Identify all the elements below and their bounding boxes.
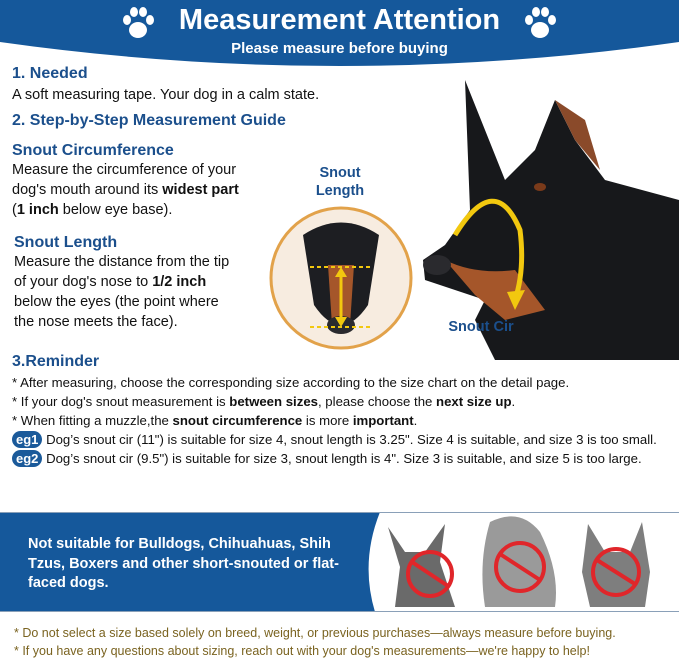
page-title: Measurement Attention [178,4,501,36]
text-line: Measure the distance from the tip [14,254,230,270]
reminder-item: * After measuring, choose the corresponding size according to the size chart on the detail page. [12,375,570,390]
eg1-badge: eg1 [12,431,42,448]
snout-closeup-image [268,205,414,351]
footer-note-2: * If you have any questions about sizing, reach out with your dog's measurements—we're happy to help! [14,644,590,658]
text-line: (1 inch below eye base). [12,202,173,218]
text-line: the nose meets the face). [14,314,178,330]
snout-cir-label: Snout Cir [448,319,514,335]
reminder-item: * When fitting a muzzle,the snout circumference is more important. [12,413,418,428]
example-1: eg1 Dog’s snout cir (11") is suitable for size 4, snout length is 3.25". Size 4 is suitable, and size 3 is too small. [12,430,677,449]
warning-text: Not suitable for Bulldogs, Chihuahuas, Shih Tzus, Boxers and other short-snouted or flat-faced dogs. [28,536,339,591]
eg2-badge: eg2 [12,450,42,467]
guide-heading: 2. Step-by-Step Measurement Guide [12,112,286,129]
text-line: below the eyes (the point where [14,294,219,310]
needed-heading: 1. Needed [12,65,88,82]
needed-text: A soft measuring tape. Your dog in a calm state. [12,87,320,103]
reminder-item: * If your dog's snout measurement is between sizes, please choose the next size up. [12,394,516,409]
text-line: of your dog's nose to 1/2 inch [14,274,207,290]
reminder-heading: 3.Reminder [12,353,100,370]
length-text [14,252,274,332]
length-heading: Snout Length [14,234,118,251]
example-2: eg2 Dog’s snout cir (9.5") is suitable for size 3, snout length is 4". Size 3 is suitable, and size 5 is too large. [12,449,677,468]
page-subtitle: Please measure before buying [231,40,448,57]
text-line: dog's mouth around its widest part [12,182,239,198]
circ-heading: Snout Circumference [12,142,174,159]
circ-text [12,160,272,220]
footer-note-1: * Do not select a size based solely on breed, weight, or previous purchases—always measure before buying. [14,626,616,640]
doberman-photo [415,60,679,360]
snout-length-label: Snout Length [315,165,365,199]
text-line: Measure the circumference of your [12,162,237,178]
reminder-list [12,373,677,468]
